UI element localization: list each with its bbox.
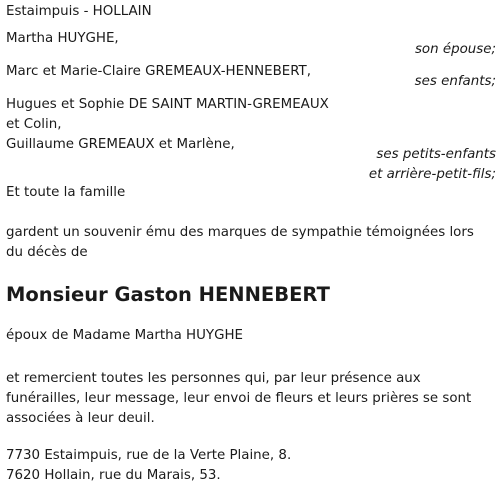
thanks-paragraph: et remercient toutes les personnes qui, par leur présence aux funérailles, leur message, leur envoi de fleurs et leurs prières se sont associées à leur deuil. [6,371,472,426]
grandchildren-line-3: Guillaume GREMEAUX et Marlène, [6,137,235,152]
spouse-name: Martha HUYGHE, [6,31,119,46]
children-role: ses enfants; [414,74,496,89]
intro-paragraph: gardent un souvenir ému des marques de sympathie témoignées lors du décès de [6,225,474,260]
location-header: Estaimpuis - HOLLAIN [6,4,152,19]
grandchildren-line-2: et Colin, [6,117,62,132]
grandchildren-line-1: Hugues et Sophie DE SAINT MARTIN-GREMEAUX [6,97,329,112]
grandchildren-role-1: ses petits-enfants [376,147,496,162]
spouse-role: son épouse; [414,42,496,57]
grandchildren-role-2: et arrière-petit-fils; [368,167,496,182]
rest-of-family: Et toute la famille [6,185,126,200]
address-2: 7620 Hollain, rue du Marais, 53. [6,468,221,483]
address-1: 7730 Estaimpuis, rue de la Verte Plaine, 8. [6,448,292,463]
children-name: Marc et Marie-Claire GREMEAUX-HENNEBERT, [6,64,311,79]
relation-line: époux de Madame Martha HUYGHE [6,328,244,343]
deceased-name: Monsieur Gaston HENNEBERT [6,283,330,306]
